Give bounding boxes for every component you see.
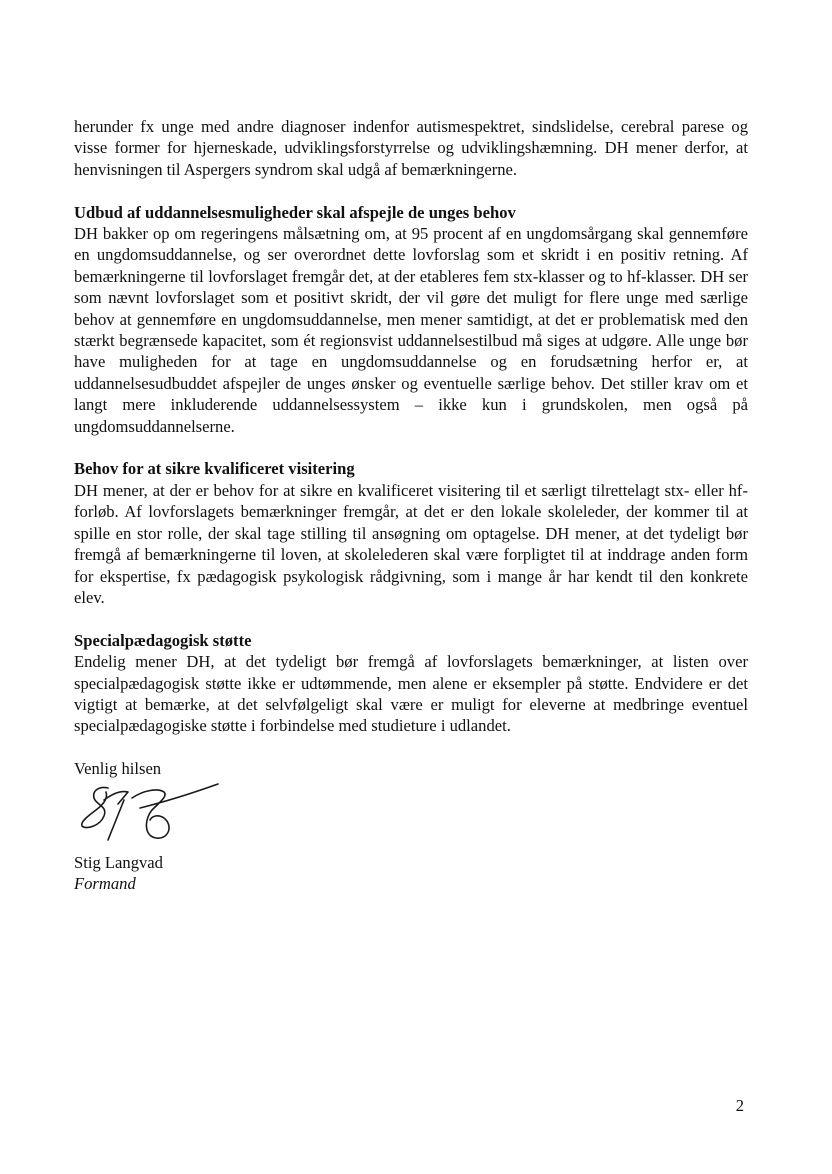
intro-paragraph: herunder fx unge med andre diagnoser indenfor autismespektret, sindslidelse, cerebral parese og visse former for hjerneskade, udviklingsforstyrrelse og udviklingshæmning. DH mener derfor, at henvisningen til Aspergers syndrom skal udgå af bemærkningerne. <box>74 117 748 179</box>
section-visitation <box>74 458 748 608</box>
section-body: DH bakker op om regeringens målsætning om, at 95 procent af en ungdomsårgang skal gennemføre en ungdomsuddannelse, og ser overordnet dette lovforslag som et skridt i en positiv retning. Af bemærkningerne til lovforslaget fremgår det, at der etableres fem stx-klasser og to hf-klasser. DH ser som nævnt lovforslaget som et positivt skridt, der vil gøre det muligt for flere unge med særlige behov at gennemføre en ungdomsuddannelse, men mener samtidigt, at det er problematisk med den stærkt begrænsede kapacitet, som ét regionsvist uddannelsestilbud må siges at udgøre. Alle unge bør have muligheden for at tage en ungdomsuddannelse og en forudsætning herfor er, at uddannelsesudbuddet afspejler de unges ønsker og eventuelle særlige behov. Det stiller krav om et langt mere inkluderende uddannelsessystem – ikke kun i grundskolen, men også på ungdomsuddannelserne. <box>74 224 748 436</box>
section-special-support <box>74 630 748 737</box>
section-education-offer <box>74 202 748 437</box>
page-number: 2 <box>735 1096 744 1115</box>
closing-block <box>74 758 748 894</box>
section-heading: Specialpædagogisk støtte <box>74 630 252 650</box>
letter-page <box>74 116 748 894</box>
closing-greeting: Venlig hilsen <box>74 759 162 779</box>
section-heading: Behov for at sikre kvalificeret visitering <box>74 459 355 479</box>
handwritten-signature <box>78 780 228 850</box>
signer-title: Formand <box>74 873 136 893</box>
section-heading: Udbud af uddannelsesmuligheder skal afspejle de unges behov <box>74 202 516 222</box>
signer-name: Stig Langvad <box>74 852 163 872</box>
section-body: DH mener, at der er behov for at sikre en kvalificeret visitering til et særligt tilrettelagt stx- eller hf-forløb. Af lovforslagets bemærkninger fremgår, at det er den lokale skoleleder, der kommer til at spille en stor rolle, der skal tage stilling til ansøgning om optagelse. DH mener, at det tydeligt bør fremgå af bemærkningerne til loven, at skolelederen skal være forpligtet til at inddrage anden form for ekspertise, fx pædagogisk psykologisk rådgivning, som i mange år har kendt til den konkrete elev. <box>74 480 748 607</box>
section-body: Endelig mener DH, at det tydeligt bør fremgå af lovforslagets bemærkninger, at listen over specialpædagogisk støtte ikke er udtømmende, men alene er eksempler på støtte. Endvidere er det vigtigt at bemærke, at det selvfølgeligt skal være er muligt for eleverne at medbringe eventuel specialpædagogiske støtte i forbindelse med studieture i udlandet. <box>74 652 748 736</box>
